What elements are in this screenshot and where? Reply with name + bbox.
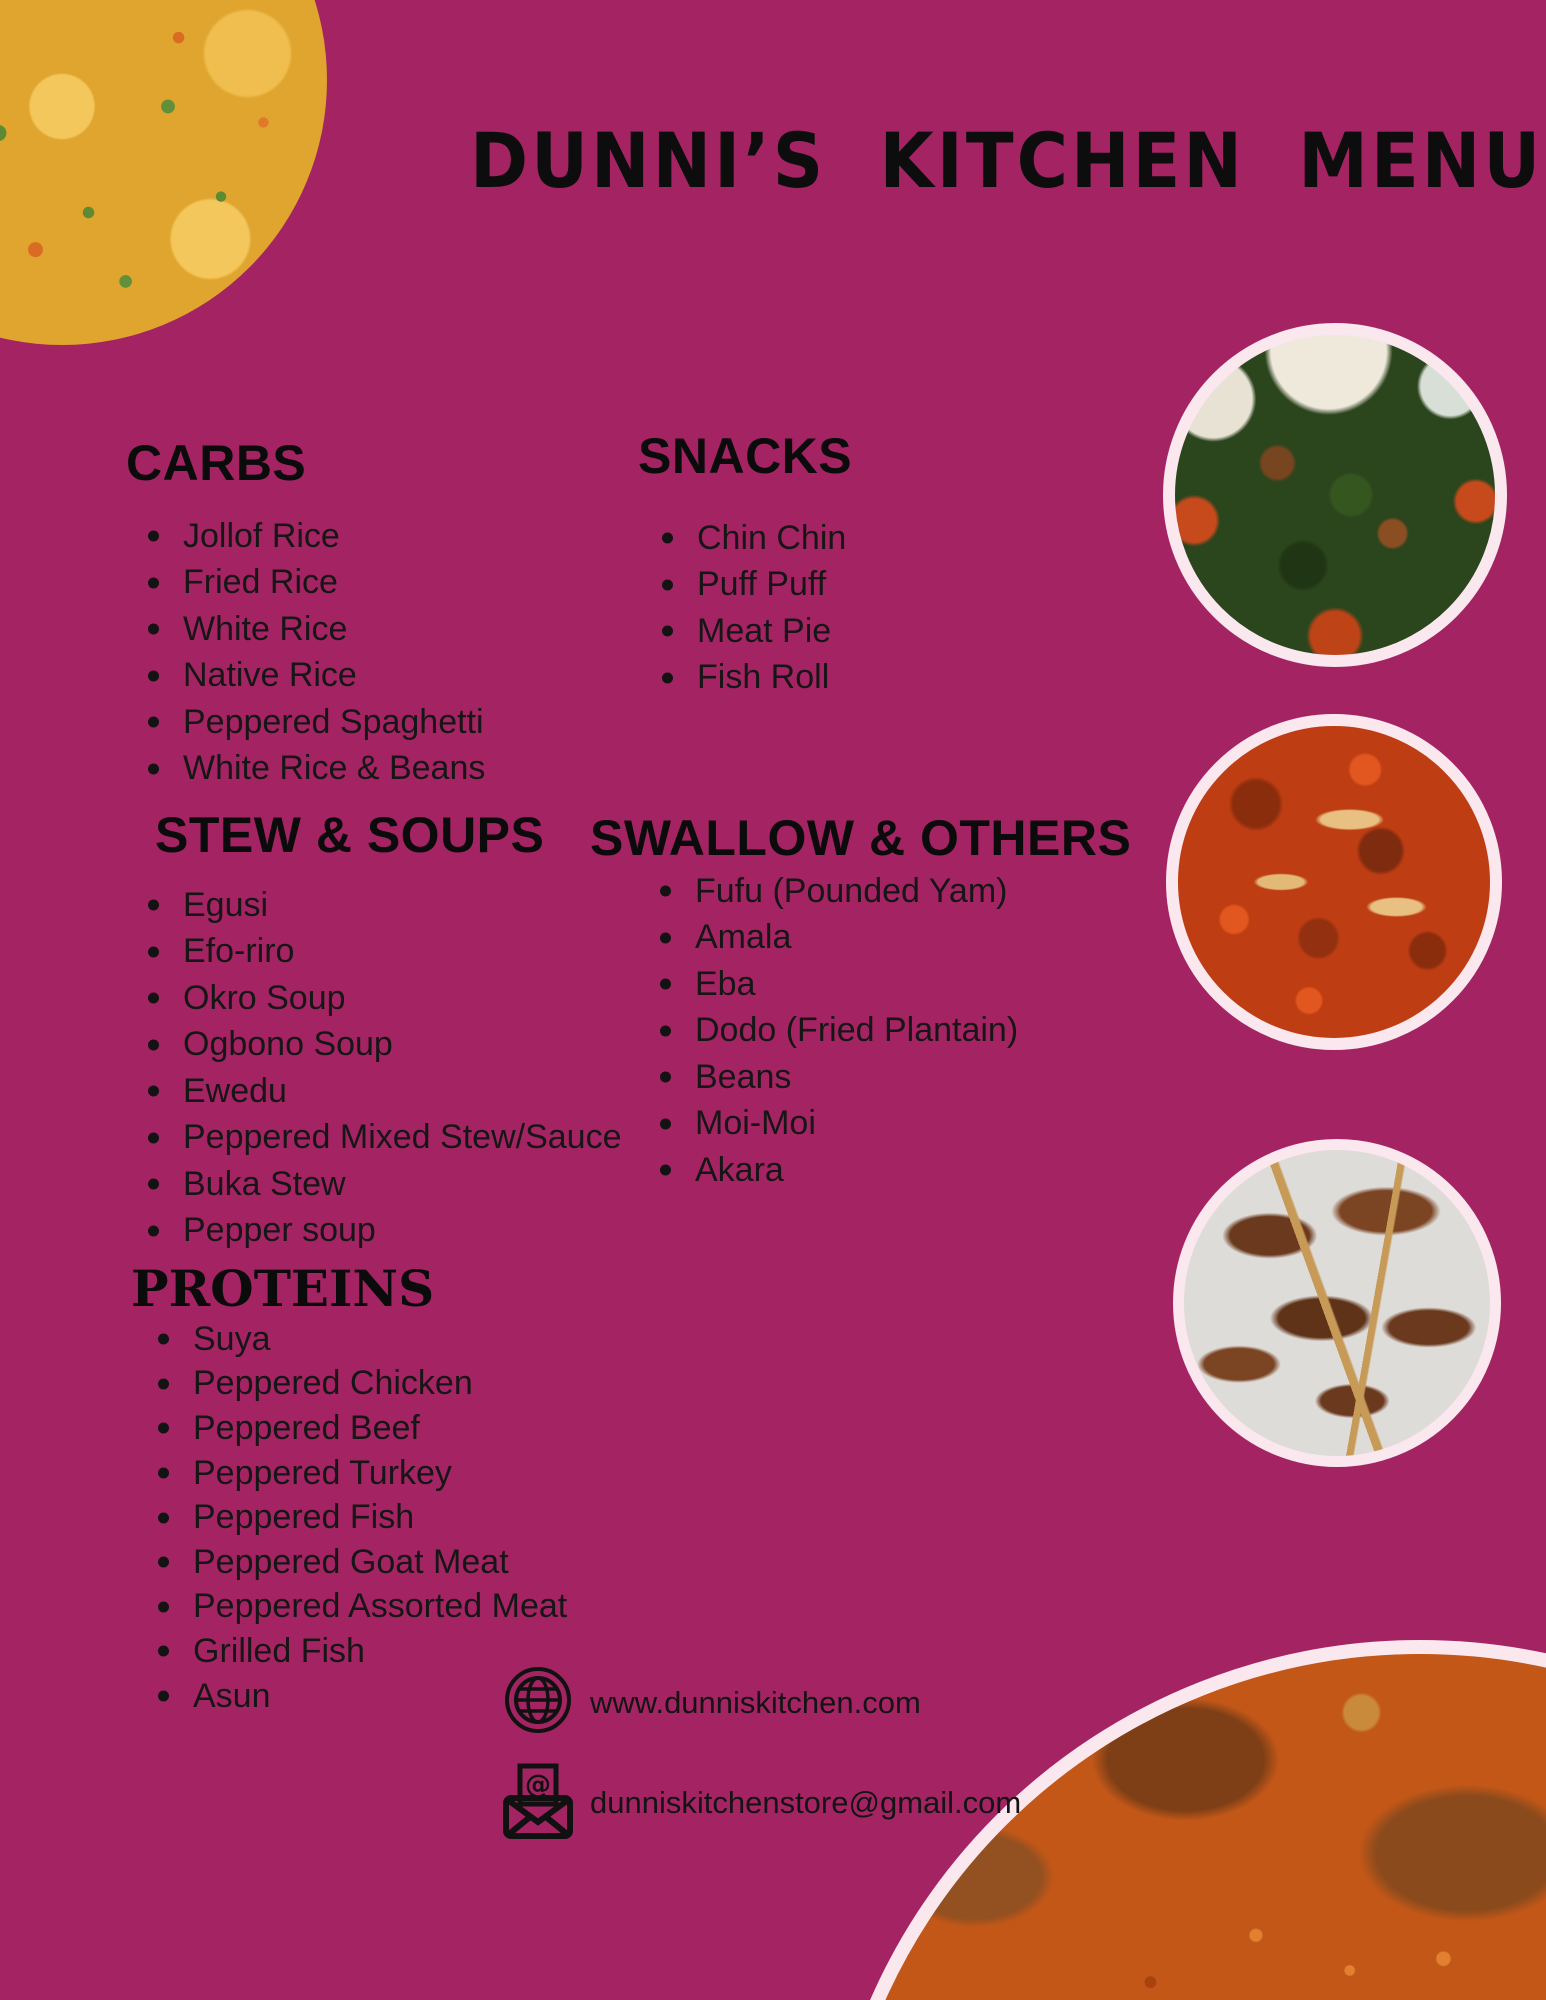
section-title-proteins: PROTEINS xyxy=(131,1259,435,1318)
page-title: DUNNI’S KITCHEN MENU xyxy=(470,116,1544,206)
efo-riro-photo xyxy=(1163,323,1507,667)
menu-item: Amala xyxy=(658,915,1018,962)
svg-text:@: @ xyxy=(525,1770,551,1800)
menu-item: Fufu (Pounded Yam) xyxy=(658,868,1018,915)
menu-item: Eba xyxy=(658,961,1018,1008)
menu-item: Peppered Fish xyxy=(156,1495,567,1540)
menu-item: Peppered Turkey xyxy=(156,1451,567,1496)
menu-item: Meat Pie xyxy=(660,608,846,655)
menu-item: Asun xyxy=(156,1674,567,1719)
menu-item: Peppered Beef xyxy=(156,1406,567,1451)
fried-rice-photo xyxy=(0,0,327,345)
menu-item: Buka Stew xyxy=(146,1161,621,1208)
menu-item: Puff Puff xyxy=(660,562,846,609)
menu-item: Suya xyxy=(156,1317,567,1362)
menu-item: White Rice & Beans xyxy=(146,746,485,793)
menu-item: White Rice xyxy=(146,606,485,653)
menu-item: Jollof Rice xyxy=(146,513,485,560)
menu-item: Ogbono Soup xyxy=(146,1022,621,1069)
menu-item: Ewedu xyxy=(146,1068,621,1115)
menu-item: Native Rice xyxy=(146,653,485,700)
section-title-snacks: SNACKS xyxy=(638,428,853,484)
proteins-list xyxy=(156,1317,567,1718)
menu-item: Pepper soup xyxy=(146,1208,621,1255)
menu-item: Efo-riro xyxy=(146,929,621,976)
globe-icon xyxy=(504,1666,572,1739)
menu-item: Peppered Spaghetti xyxy=(146,699,485,746)
section-title-stew-soups: STEW & SOUPS xyxy=(155,807,545,863)
menu-item: Chin Chin xyxy=(660,515,846,562)
menu-item: Peppered Chicken xyxy=(156,1362,567,1407)
stew-soups-list xyxy=(146,882,621,1254)
menu-item: Peppered Assorted Meat xyxy=(156,1585,567,1630)
snacks-list xyxy=(660,515,846,701)
email-link[interactable]: dunniskitchenstore@gmail.com xyxy=(590,1784,1022,1820)
menu-item: Dodo (Fried Plantain) xyxy=(658,1008,1018,1055)
red-stew-photo xyxy=(1166,714,1502,1050)
menu-item: Fried Rice xyxy=(146,560,485,607)
menu-item: Peppered Mixed Stew/Sauce xyxy=(146,1115,621,1162)
swallow-others-list xyxy=(658,868,1018,1194)
suya-photo xyxy=(1173,1139,1501,1467)
section-title-carbs: CARBS xyxy=(126,435,307,491)
menu-item: Okro Soup xyxy=(146,975,621,1022)
menu-item: Akara xyxy=(658,1147,1018,1194)
menu-item: Egusi xyxy=(146,882,621,929)
menu-item: Peppered Goat Meat xyxy=(156,1540,567,1585)
section-title-swallow-others: SWALLOW & OTHERS xyxy=(590,810,1132,866)
menu-item: Moi-Moi xyxy=(658,1101,1018,1148)
carbs-list xyxy=(146,513,485,792)
email-envelope-icon xyxy=(500,1760,576,1845)
menu-item: Beans xyxy=(658,1054,1018,1101)
menu-item: Grilled Fish xyxy=(156,1629,567,1674)
menu-item: Fish Roll xyxy=(660,655,846,702)
website-link[interactable]: www.dunniskitchen.com xyxy=(590,1684,921,1720)
